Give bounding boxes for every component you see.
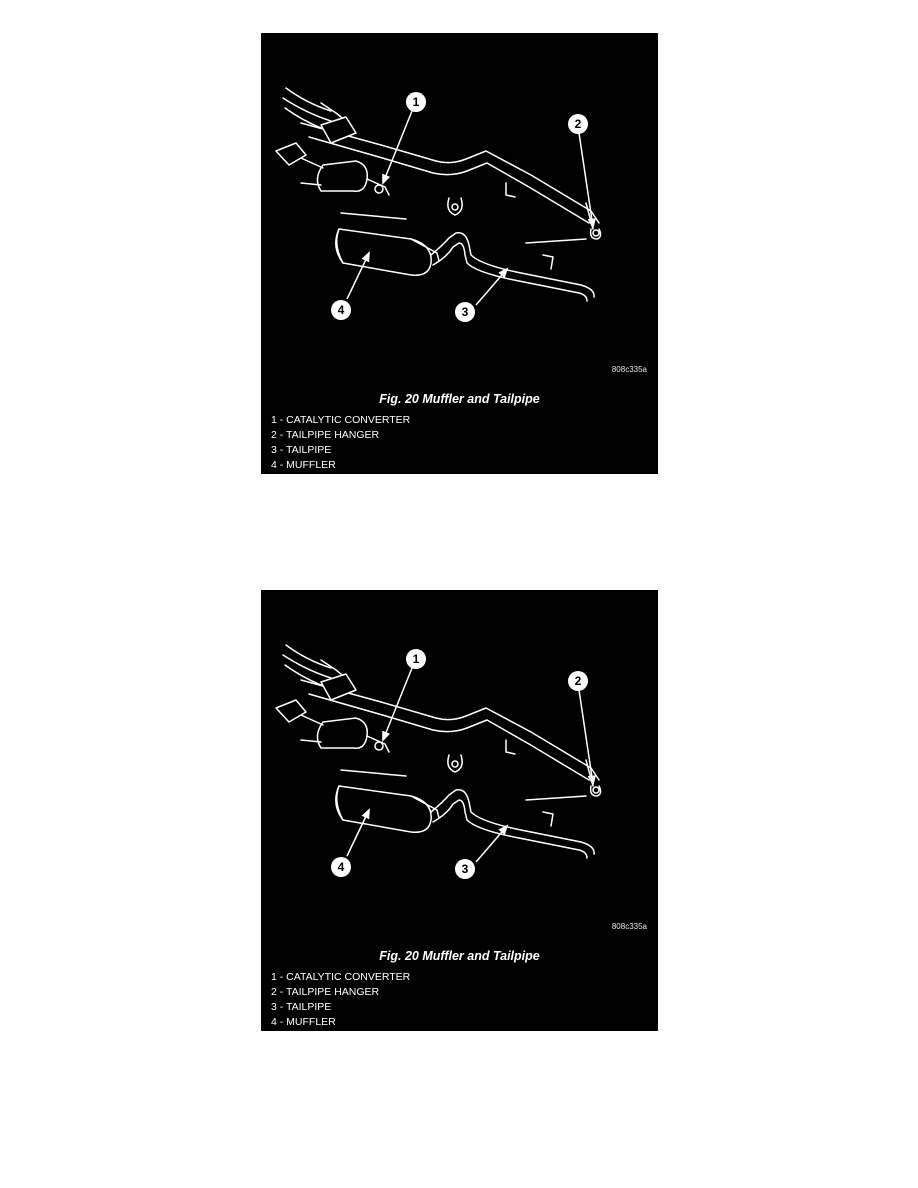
callout-2 [568,671,588,691]
svg-text:4: 4 [337,860,345,874]
legend-item: 1 - CATALYTIC CONVERTER [271,971,411,983]
legend-item: 2 - TAILPIPE HANGER [271,986,380,998]
callout-3 [455,302,475,322]
callout-1 [406,92,426,112]
legend-item: 4 - MUFFLER [271,1016,336,1028]
callout-4 [331,857,351,877]
tailpipe [431,233,594,297]
callout-4 [331,300,351,320]
callout-3 [455,859,475,879]
muffler-body [336,786,431,832]
legend-item: 4 - MUFFLER [271,459,336,471]
svg-text:2: 2 [574,674,582,688]
svg-text:1: 1 [412,95,420,109]
legend-item: 3 - TAILPIPE [271,1001,332,1013]
catalytic-converter-body [317,718,367,748]
svg-text:2: 2 [574,117,582,131]
catalytic-converter-body [317,161,367,191]
exhaust-system-drawing [261,590,658,960]
legend-item: 3 - TAILPIPE [271,444,332,456]
figure-legend [271,413,410,473]
callout-2-leader [579,690,593,784]
figure-caption: Fig. 20 Muffler and Tailpipe [379,392,540,406]
legend-item: 2 - TAILPIPE HANGER [271,429,380,441]
figure-legend [271,970,410,1030]
muffler-body [336,229,431,275]
figure-muffler-tailpipe-repeat [261,590,658,1031]
drawing-code: 808c335a [611,365,647,374]
svg-text:3: 3 [461,305,469,319]
drawing-code: 808c335a [611,922,647,931]
legend-item: 1 - CATALYTIC CONVERTER [271,414,411,426]
figure-muffler-tailpipe [261,33,658,474]
callout-2 [568,114,588,134]
svg-text:3: 3 [461,862,469,876]
callout-1 [406,649,426,669]
figure-caption: Fig. 20 Muffler and Tailpipe [379,949,540,963]
svg-text:1: 1 [412,652,420,666]
svg-text:4: 4 [337,303,345,317]
callout-2-leader [579,133,593,227]
tailpipe [431,790,594,854]
exhaust-system-drawing [261,33,658,403]
